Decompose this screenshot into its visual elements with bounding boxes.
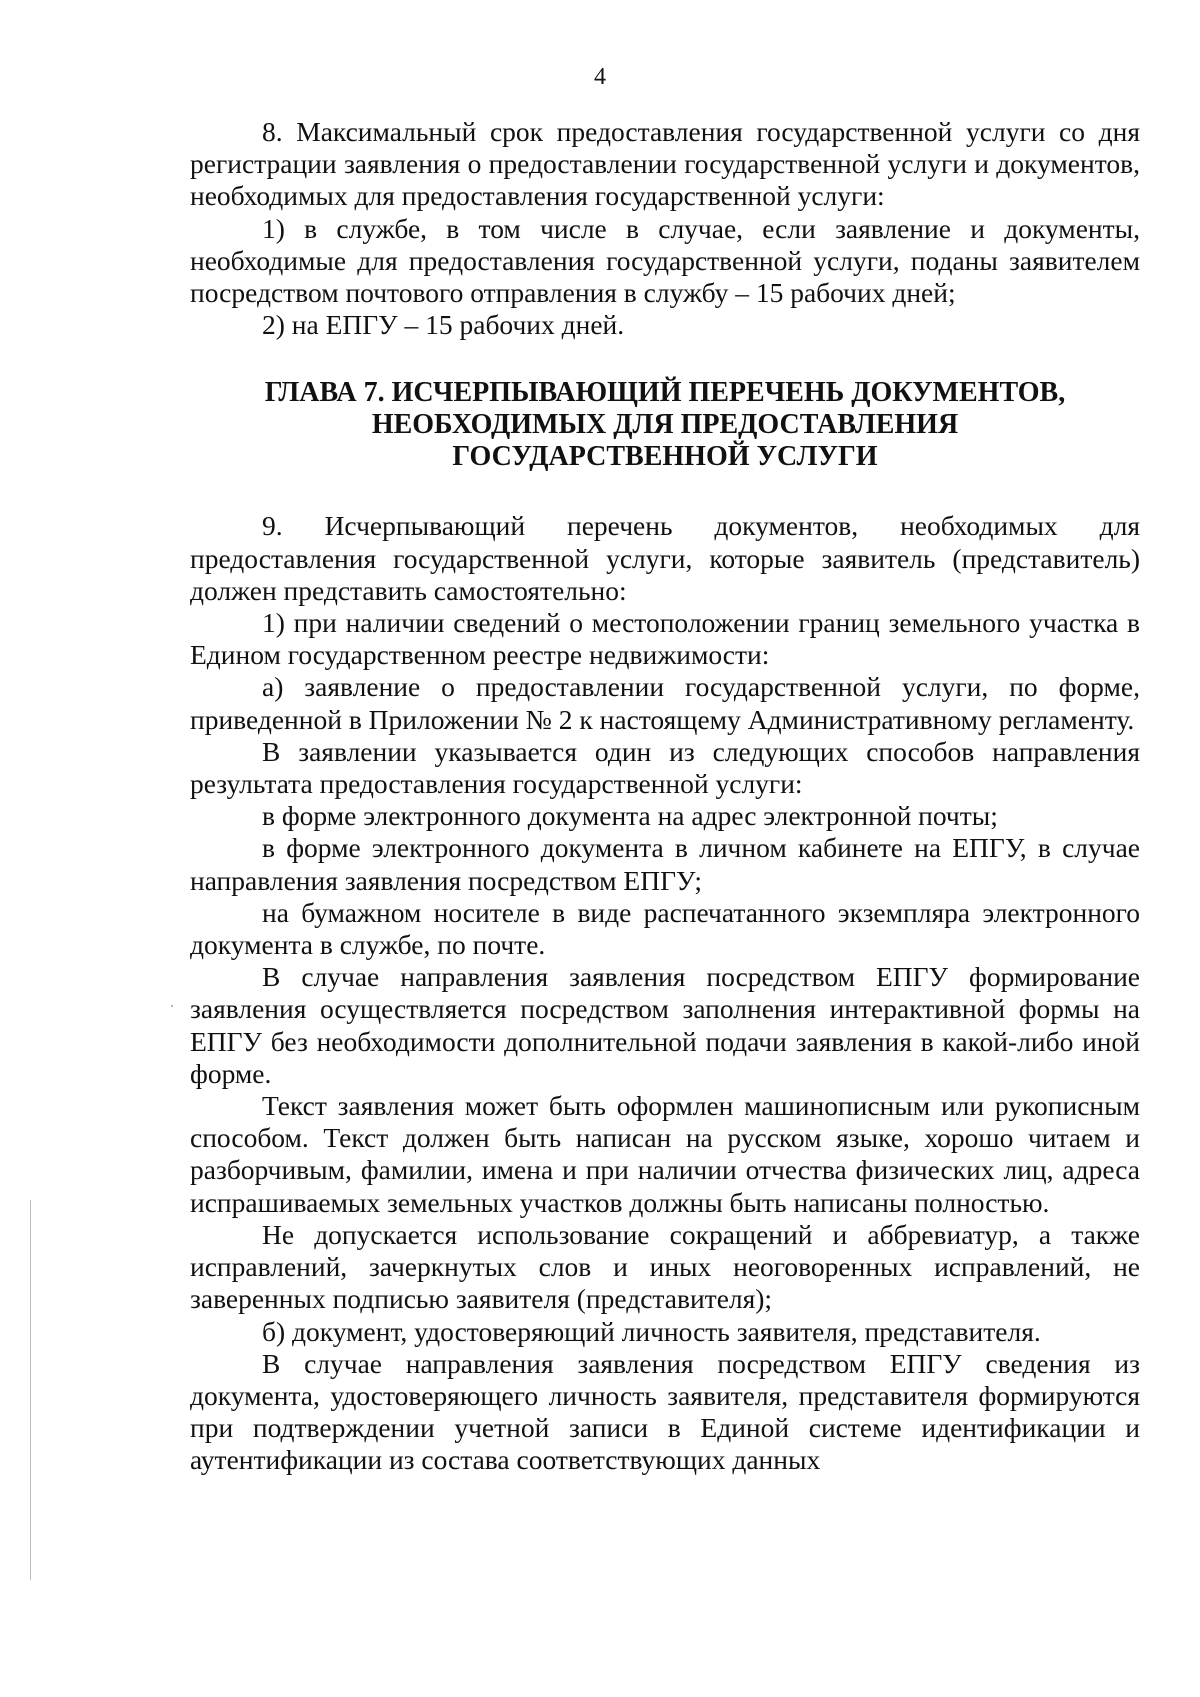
paragraph: 8. Максимальный срок предоставления государственной услуги со дня регистрации заявления о предоставлении государственной услуги и документов, необходимых для предоставления государственной услуги: xyxy=(190,116,1140,212)
paragraph: Не допускается использование сокращений и аббревиатур, а также исправлений, зачеркнутых слов и иных неоговоренных исправлений, не заверенных подписью заявителя (представителя); xyxy=(190,1218,1140,1315)
paragraph: 1) при наличии сведений о местоположении границ земельного участка в Едином государственном реестре недвижимости: xyxy=(190,607,1140,671)
paragraph: 2) на ЕПГУ – 15 рабочих дней. xyxy=(262,309,625,341)
chapter-heading-line: ГОСУДАРСТВЕННОЙ УСЛУГИ xyxy=(452,441,878,473)
paragraph: В заявлении указывается один из следующих способов направления результата предоставления государственной услуги: xyxy=(190,735,1140,800)
chapter-heading-line: ГЛАВА 7. ИСЧЕРПЫВАЮЩИЙ ПЕРЕЧЕНЬ ДОКУМЕНТОВ, xyxy=(264,377,1066,409)
paragraph: 9. Исчерпывающий перечень документов, необходимых для предоставления государственной услуги, которые заявитель (представитель) должен представить самостоятельно: xyxy=(190,510,1140,606)
chapter-heading-line: НЕОБХОДИМЫХ ДЛЯ ПРЕДОСТАВЛЕНИЯ xyxy=(371,409,959,441)
paragraph: а) заявление о предоставлении государственной услуги, по форме, приведенной в Приложении № 2 к настоящему Административному регламенту. xyxy=(190,671,1140,735)
page-number: 4 xyxy=(594,64,606,90)
scan-margin-line xyxy=(30,1200,31,1580)
paragraph: 1) в службе, в том числе в случае, если заявление и документы, необходимые для предоставления государственной услуги, поданы заявителем посредством почтового отправления в службу – 15 рабочих дней; xyxy=(190,212,1140,309)
document-body xyxy=(190,116,1140,1477)
paragraph: б) документ, удостоверяющий личность заявителя, представителя. xyxy=(262,1315,1041,1347)
paragraph: в форме электронного документа на адрес электронной почты; xyxy=(262,800,998,832)
paragraph: на бумажном носителе в виде распечатанного экземпляра электронного документа в службе, по почте. xyxy=(190,896,1140,961)
paragraph: Текст заявления может быть оформлен машинописным или рукописным способом. Текст должен быть написан на русском языке, хорошо читаем и разборчивым, фамилии, имена и при наличии отчества физических лиц, адреса испрашиваемых земельных участков должны быть написаны полностью. xyxy=(190,1090,1140,1218)
chapter-heading xyxy=(190,377,1140,473)
scan-speck xyxy=(171,1005,173,1007)
paragraph: в форме электронного документа в личном кабинете на ЕПГУ, в случае направления заявления посредством ЕПГУ; xyxy=(190,832,1140,896)
paragraph: В случае направления заявления посредством ЕПГУ сведения из документа, удостоверяющего личность заявителя, представителя формируются при подтверждении учетной записи в Единой системе идентификации и аутентификации из состава соответствующих данных xyxy=(190,1347,1140,1476)
paragraph: В случае направления заявления посредством ЕПГУ формирование заявления осуществляется посредством заполнения интерактивной формы на ЕПГУ без необходимости дополнительной подачи заявления в какой-либо иной форме. xyxy=(190,961,1140,1089)
